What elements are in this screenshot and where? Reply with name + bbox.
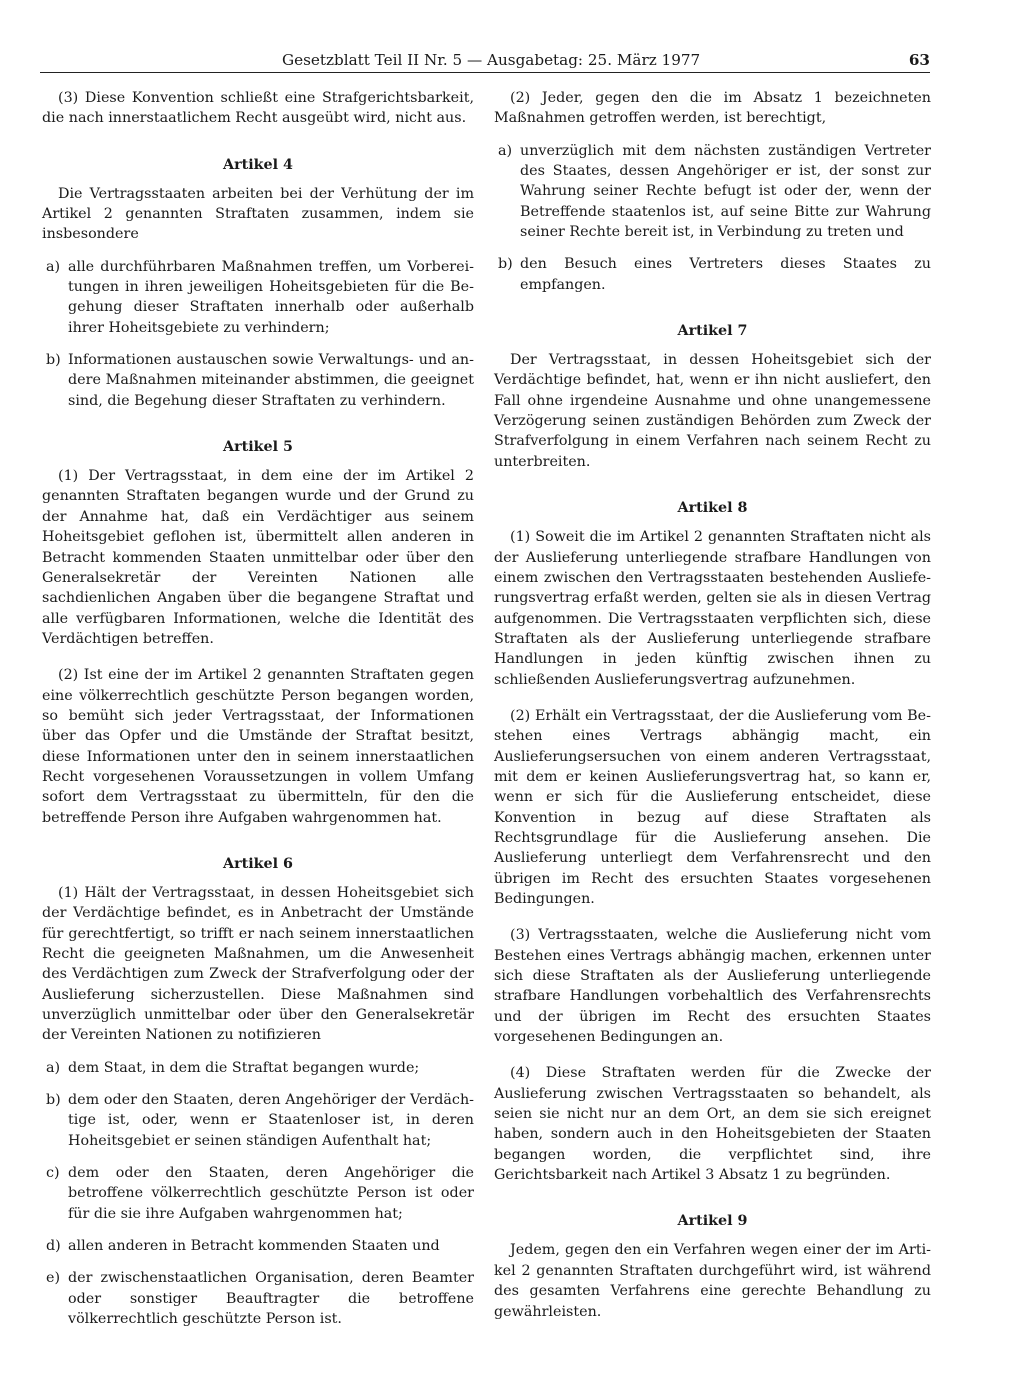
list-item-label: a) [46, 258, 61, 275]
right-column [494, 88, 931, 1322]
article-7-paragraph: Der Vertragsstaat, in dessen Hoheitsgebiet sich der Verdächtige befindet, hat, wenn er ihn nicht ausliefert, den Fall ohne irgendeine Ausnahme und ohne unangemessene Verzögerung seinen zuständigen Behörden zum Zweck der Strafverfolgung in einem Verfahren nach seinem Recht zu unterbreiten. [494, 352, 931, 470]
list-item-label: e) [46, 1270, 61, 1287]
list-item-text: dem oder den Staaten, deren Angehöriger die betroffene völkerrechtlich geschützte Person ist oder für die sie ihre Aufgaben wahrgenommen hat; [68, 1165, 474, 1222]
list-item [494, 254, 931, 295]
article-6-heading: Artikel 6 [222, 855, 294, 872]
page-number: 63 [908, 51, 930, 69]
article-8-paragraph-4: (4) Diese Straftaten werden für die Zwecke der Auslieferung zwischen Vertragsstaaten so behandelt, als seien sie nicht nur an dem Ort, an dem sie sich ereignet haben, sondern auch in den Hoheitsgebieten der Staaten begangen worden, die verpflichtet sind, ihre Gerichtsbarkeit nach Artikel 3 Absatz 1 zu begründen. [494, 1065, 931, 1184]
list-item-text: dem Staat, in dem die Straftat begangen wurde; [68, 1059, 420, 1076]
list-item-text: alle durchführbaren Maßnahmen treffen, um Vorbereitungen in ihren jeweiligen Hoheitsgebieten für die Begehung dieser Straftaten innerhalb oder außerhalb ihrer Hoheitsgebiete zu verhindern; [68, 258, 474, 336]
article-8-paragraph-2: (2) Erhält ein Vertragsstaat, der die Auslieferung vom Bestehen eines Vertrags abhängig macht, ein Auslieferungsersuchen von einem anderen Vertragsstaat, mit dem er keinen Auslieferungsvertrag hat, so kann er, wenn er sich für die Auslieferung entscheidet, diese Konvention in bezug auf diese Straftaten als Rechtsgrundlage für die Auslieferung ansehen. Die Auslieferung unterliegt dem Verfahrensrecht und den übrigen im Recht des ersuchten Staates vorgesehenen Bedingungen. [494, 707, 931, 907]
article-8-paragraph-1: (1) Soweit die im Artikel 2 genannten Straftaten nicht als der Auslieferung unterliegende strafbare Handlungen von einem zwischen den Vertragsstaaten bestehenden Auslieferungsvertrag erfaßt werden, gelten sie als in diesen Vertrag aufgenommen. Die Vertragsstaaten verpflichten sich, diese Straftaten als der Auslieferung unterliegende strafbare Handlungen in jeden künftig zwischen ihnen zu schließenden Auslieferungsvertrag aufzunehmen. [494, 529, 931, 688]
article-5-heading: Artikel 5 [222, 439, 294, 456]
list-item [42, 1236, 474, 1256]
list-item [42, 1090, 474, 1151]
list-item-text: allen anderen in Betracht kommenden Staaten und [68, 1238, 440, 1255]
list-item-label: b) [46, 1092, 61, 1109]
article-6-paragraph-2: (2) Jeder, gegen den die im Absatz 1 bezeichneten Maßnahmen getroffen werden, ist berechtigt, [494, 90, 931, 127]
article-6-paragraph-1: (1) Hält der Vertragsstaat, in dessen Hoheitsgebiet sich der Verdächtige befindet, es in Anbetracht der Umstände für gerechtfertigt, so trifft er nach seinem innerstaatlichen Recht die geeigneten Maßnahmen, um die Anwesenheit des Verdächtigen zum Zweck der Strafverfolgung oder der Auslieferung sicherzustellen. Diese Maßnahmen sind unverzüglich unmittelbar oder über den Generalsekretär der Vereinten Nationen zu notifizieren [42, 884, 474, 1044]
list-item [42, 350, 474, 411]
page-header [40, 50, 930, 73]
list-item-label: c) [46, 1165, 60, 1182]
list-item-label: b) [498, 256, 513, 273]
article-7-heading: Artikel 7 [677, 323, 748, 340]
list-item-text: Informationen austauschen sowie Verwaltungs- und andere Maßnahmen miteinander abstimmen, die geeignet sind, die Begehung dieser Straftaten zu verhindern. [68, 352, 474, 409]
list-item [494, 141, 931, 243]
article-5-paragraph-2: (2) Ist eine der im Artikel 2 genannten Straftaten gegen eine völkerrechtlich geschützte Person begangen worden, so bemüht sich jeder Vertragsstaat, der Informationen über das Opfer und die Umstände der Straftat besitzt, diese Informationen unter den in seinem innerstaatlichen Recht vorgesehenen Voraussetzungen in vollem Umfang sofort dem Vertragsstaat zu übermitteln, für den die betreffende Person ihre Aufgaben wahrgenommen hat. [42, 667, 474, 826]
list-item-text: der zwischenstaatlichen Organisation, deren Beamter oder sonstiger Beauftragter die betroffene völkerrechtlich geschützte Person ist. [68, 1270, 474, 1328]
list-item-label: b) [46, 352, 61, 369]
list-item-label: d) [46, 1238, 61, 1255]
article-5-paragraph-1: (1) Der Vertragsstaat, in dem eine der im Artikel 2 genannten Straftaten begangen wurde und der Grund zu der Annahme hat, daß ein Verdächtiger aus seinem Hoheitsgebiet geflohen ist, übermittelt allen anderen in Betracht kommenden Staaten unmittelbar oder über den Generalsekretär der Vereinten Nationen alle sachdienlichen Angaben über die begangene Straftat und alle verfügbaren Informationen, welche die Identität des Verdächtigen betreffen. [42, 468, 474, 647]
article-9-paragraph: Jedem, gegen den ein Verfahren wegen einer der im Artikel 2 genannten Straftaten durchgeführt wird, ist während des gesamten Verfahrens eine gerechte Behandlung zu gewährleisten. [494, 1242, 931, 1320]
list-item-text: dem oder den Staaten, deren Angehöriger der Verdächtige ist, oder, wenn er Staatenloser ist, in deren Hoheitsgebiet er seinen ständigen Aufenthalt hat; [68, 1092, 474, 1149]
left-column [42, 88, 474, 1330]
list-item-text: den Besuch eines Vertreters dieses Staates zu empfangen. [520, 256, 931, 293]
list-item-label: a) [46, 1059, 61, 1076]
list-item [42, 1058, 474, 1078]
article-3-paragraph-3: (3) Diese Konvention schließt eine Strafgerichtsbarkeit, die nach innerstaatlichem Recht ausgeübt wird, nicht aus. [42, 90, 474, 127]
article-8-heading: Artikel 8 [677, 500, 748, 517]
article-4-heading: Artikel 4 [222, 156, 294, 173]
article-9-heading: Artikel 9 [677, 1213, 748, 1230]
article-8-paragraph-3: (3) Vertragsstaaten, welche die Auslieferung nicht vom Bestehen eines Vertrags abhängig machen, erkennen unter sich diese Straftaten als der Auslieferung unterliegende strafbare Handlungen vorbehaltlich des Verfahrensrechts und der übrigen im Recht des ersuchten Staates vorgesehenen Bedingungen an. [494, 927, 931, 1046]
list-item-text: unverzüglich mit dem nächsten zuständigen Vertreter des Staates, dessen Angehöriger er ist, der sonst zur Wahrung seiner Rechte befugt ist oder der, wenn der Betreffende staatenlos ist, auf seine Bitte zur Wahrung seiner Rechte bereit ist, in Verbindung zu treten und [520, 142, 931, 241]
header-title: Gesetzblatt Teil II Nr. 5 — Ausgabetag: 25. März 1977 [282, 51, 701, 69]
list-item [42, 257, 474, 338]
list-item-label: a) [498, 142, 513, 159]
article-4-intro: Die Vertragsstaaten arbeiten bei der Verhütung der im Artikel 2 genannten Straftaten zusammen, indem sie insbesondere [42, 185, 474, 243]
list-item [42, 1163, 474, 1224]
list-item [42, 1268, 474, 1329]
